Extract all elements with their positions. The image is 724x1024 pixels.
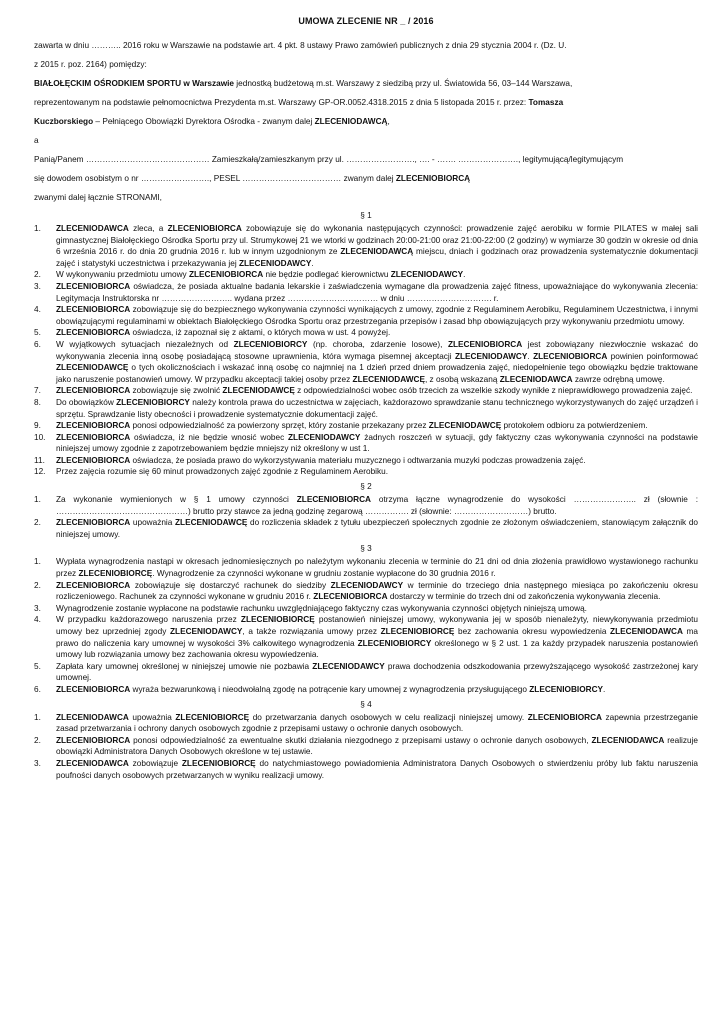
- list-item: 1. ZLECENIODAWCA zleca, a ZLECENIOBIORCA zobowiązuje się do wykonania następujących czynności: prowadzenie zajęć aerobiku w formie PILATES w małej sali gimnastycznej Białołęckiego Ośrodka Sportu przy ul. Strumykowej 21 we wtorki w godzinach 20:00-21:00 oraz 21:00-22:00 (2 godziny) w wymiarze 30 godzin w okresie od dnia 6 września 2016 r. do dnia 20 grudnia 2016 r. lub w innym uzgodnionym ze ZLECENIODAWCĄ miejscu, dniach i godzinach oraz prowadzenia systematycznie dokumentacji zajęć i statystyki uczestnictwa i przekazywania jej ZLECENIODAWCY.: [34, 224, 698, 268]
- section-2-list: [34, 494, 698, 540]
- section-1-list: [34, 223, 698, 478]
- section-4-list: [34, 712, 698, 782]
- list-item: 3. ZLECENIODAWCA zobowiązuje ZLECENIOBIORCĘ do natychmiastowego powiadomienia Administratora Danych Osobowych o stwierdzeniu próby lub faktu naruszenia poufności danych osobowych przetwarzanych w wyniku realizacji umowy.: [34, 758, 698, 780]
- list-item: 12. Przez zajęcia rozumie się 60 minut prowadzonych zajęć zgodnie z Regulaminem Aerobiku.: [34, 467, 388, 477]
- list-item: 5. Zapłata kary umownej określonej w niniejszej umowie nie pozbawia ZLECENIODAWCY prawa dochodzenia odszkodowania przewyższającego wysokość zastrzeżonej kary umownej.: [34, 661, 698, 683]
- list-item: 11. ZLECENIOBIORCA oświadcza, że posiada prawo do wykorzystywania materiału muzycznego i odtwarzania muzyki podczas prowadzenia zajęć.: [34, 455, 586, 465]
- section-1: [34, 211, 698, 478]
- parties-line: zwanymi dalej łącznie STRONAMI,: [34, 193, 162, 202]
- list-item: 4. ZLECENIOBIORCA zobowiązuje się do bezpiecznego wykonywania czynności wynikających z umowy, zgodnie z Regulaminem Aerobiku, Regulaminem Uczestnictwa, i innymi obowiązującymi regulaminami w obiektach Białołęckiego Ośrodka Sportu oraz przestrzegania przepisów i zasad bhp obowiązujących przy wykonywaniu przedmiotu umowy.: [34, 305, 698, 326]
- section-3: [34, 544, 698, 695]
- list-item: 9. ZLECENIOBIORCA ponosi odpowiedzialność za powierzony sprzęt, który zostanie przekazany przez ZLECENIODAWCĘ protokołem odbioru za potwierdzeniem.: [34, 421, 648, 431]
- list-item: 4. W przypadku każdorazowego naruszenia przez ZLECENIOBIORCĘ postanowień niniejszej umowy, wykonywania jej w sposób nienależyty, niewykonywania przedmiotu umowy bez uprzedniej zgody ZLECENIODAWCY, a także rozwiązania umowy przez ZLECENIOBIORCĘ bez zachowania okresu wypowiedzenia ZLECENIODAWCA ma prawo do naliczenia kary umownej w wysokości 3% całkowitego wynagrodzenia ZLECENIOBIORCY określonego w § 2 ust. 1 za każdy przypadek naruszenia postanowień umowy lub rozwiązania umowy bez zachowania okresu wypowiedzenia.: [34, 615, 698, 660]
- list-item: 5. ZLECENIOBIORCA oświadcza, iż zapoznał się z aktami, o których mowa w ust. 4 powyżej.: [34, 328, 391, 338]
- party1-line-2: reprezentowanym na podstawie pełnomocnictwa Prezydenta m.st. Warszawy GP-OR.0052.4318.2015 z dnia 5 listopada 2015 r. przez: Tomasza: [34, 98, 564, 107]
- document-title: UMOWA ZLECENIE NR _ / 2016: [298, 16, 434, 26]
- section-3-list: [34, 556, 698, 695]
- intro-line-1: zawarta w dniu ……….. 2016 roku w Warszawie na podstawie art. 4 pkt. 8 ustawy Prawo zamówień publicznych z dnia 29 stycznia 2004 r. (Dz. U.: [34, 41, 567, 50]
- party2-line-1: Panią/Panem ……………………………………… Zamieszkałą/zamieszkanym przy ul. ……………………., …. - ……. …………………., legitymującą/legitymującym: [34, 155, 624, 164]
- list-item: 1. ZLECENIODAWCA upoważnia ZLECENIOBIORCĘ do przetwarzania danych osobowych w celu realizacji niniejszej umowy. ZLECENIOBIORCA zapewnia przestrzeganie zasad przetwarzania i ochrony danych osobowych zgodnie z przepisami ustawy o ochronie danych osobowych.: [34, 712, 699, 734]
- section-heading: § 1: [360, 211, 372, 220]
- section-heading: § 4: [360, 699, 372, 709]
- list-item: 7. ZLECENIOBIORCA zobowiązuje się zwolnić ZLECENIODAWCĘ z odpowiedzialności wobec osób trzecich za wszelkie szkody wynikłe z nieprawidłowego prowadzenia zajęć.: [34, 386, 693, 396]
- list-item: 2. ZLECENIOBIORCA upoważnia ZLECENIODAWCĘ do rozliczenia składek z tytułu ubezpieczeń społecznych zgodnie ze złożonym oświadczeniem, stanowiącym załącznik do niniejszej umowy.: [34, 518, 698, 539]
- party1-line-1: BIAŁOŁĘCKIM OŚRODKIEM SPORTU w Warszawie jednostką budżetową m.st. Warszawy z siedzibą przy ul. Światowida 56, 03–144 Warszawa,: [34, 79, 573, 88]
- party1-line-3: Kuczborskiego – Pełniącego Obowiązki Dyrektora Ośrodka - zwanym dalej ZLECENIODAWCĄ,: [34, 117, 390, 126]
- section-2: [34, 482, 698, 540]
- list-item: 6. ZLECENIOBIORCA wyraża bezwarunkową i nieodwołalną zgodę na potrącenie kary umownej z wynagrodzenia przysługującego ZLECENIOBIORCY.: [34, 684, 606, 694]
- party2-line-2: się dowodem osobistym o nr ……………………., PESEL ……………………………… zwanym dalej ZLECENIOBIORCĄ: [34, 174, 471, 183]
- list-item: 6. W wyjątkowych sytuacjach niezależnych od ZLECENIOBIORCY (np. choroba, zdarzenie losowe), ZLECENIOBIORCA jest zobowiązany niezwłocznie wskazać do wykonywania zlecenia inną osobę posiadającą stosowne uprawnienia, która wymaga pisemnej akceptacji ZLECENIODAWCY. ZLECENIOBIORCA powinien poinformować ZLECENIODAWCĘ o tych okolicznościach i wskazać inną osobę co najmniej na 1 dzień przed dniem prowadzenia zajęć, niedopełnienie tego obowiązku będzie traktowane jako naruszenie postanowień umowy. W przypadku akceptacji takiej osoby przez ZLECENIODAWCĘ, z osobą wskazaną ZLECENIODAWCA zawrze odrębną umowę.: [34, 339, 699, 384]
- conjunction-and: a: [34, 136, 39, 145]
- list-item: 2. W wykonywaniu przedmiotu umowy ZLECENIOBIORCA nie będzie podlegać kierownictwu ZLECENIODAWCY.: [34, 270, 466, 280]
- list-item: 3. Wynagrodzenie zostanie wypłacone na podstawie rachunku uwzględniającego faktyczny czas wykonywania czynności objętych niniejszą umową.: [34, 603, 587, 613]
- list-item: 2. ZLECENIOBIORCA zobowiązuje się dostarczyć rachunek do siedziby ZLECENIODAWCY w terminie do trzeciego dnia następnego miesiąca po zakończeniu okresu rozliczeniowego. Rachunek za czynności wykonane w grudniu 2016 r. ZLECENIOBIORCA dostarczy w terminie do trzech dni od zakończenia wykonywania zlecenia.: [34, 580, 698, 602]
- list-item: 2. ZLECENIOBIORCA ponosi odpowiedzialność za ewentualne skutki działania niezgodnego z przepisami ustawy o ochronie danych osobowych, ZLECENIODAWCA realizuje obowiązki Administratora Danych Osobowych określone w tej ustawie.: [34, 735, 698, 757]
- list-item: 8. Do obowiązków ZLECENIOBIORCY należy kontrola prawa do uczestnictwa w zajęciach, każdorazowo sprawdzanie stanu technicznego wykorzystywanych do zajęć urządzeń i sprzętu. Sprawdzanie listy obecności i prowadzenie systematycznie dokumentacji zajęć.: [34, 397, 698, 419]
- section-heading: § 3: [360, 544, 372, 554]
- list-item: 3. ZLECENIOBIORCA oświadcza, że posiada aktualne badania lekarskie i zaświadczenia wymagane dla prowadzenia zajęć fitness, upoważniające do wykonywania zlecenia: Legitymacja Instruktorska nr …………………….. wydana przez …………………………… w dniu …………………………. r.: [34, 281, 698, 303]
- list-item: 1. Za wykonanie wymienionych w § 1 umowy czynności ZLECENIOBIORCA otrzyma łączne wynagrodzenie do wysokości ………………….. zł (słownie : …………………………………………) brutto przy stawce za jedną godzinę zegarową ……………. zł (słownie: ………………………) brutto.: [34, 495, 698, 516]
- list-item: 10. ZLECENIOBIORCA oświadcza, iż nie będzie wnosić wobec ZLECENIODAWCY żadnych roszczeń w sytuacji, gdy faktyczny czas wykonywania czynności na podstawie niniejszej umowy zgodnie z zapotrzebowaniem będzie mniejszy niż określony w ust 1.: [34, 432, 698, 454]
- section-heading: § 2: [360, 482, 372, 492]
- list-item: 1. Wypłata wynagrodzenia nastąpi w okresach jednomiesięcznych po należytym wykonaniu zlecenia w terminie do 21 dni od dnia złożenia prawidłowo wystawionego rachunku przez ZLECENIOBIORCĘ. Wynagrodzenie za czynności wykonane w grudniu zostanie wypłacone do 30 grudnia 2016 r.: [34, 557, 698, 579]
- section-4: [34, 700, 698, 782]
- intro-line-2: z 2015 r. poz. 2164) pomiędzy:: [34, 60, 147, 69]
